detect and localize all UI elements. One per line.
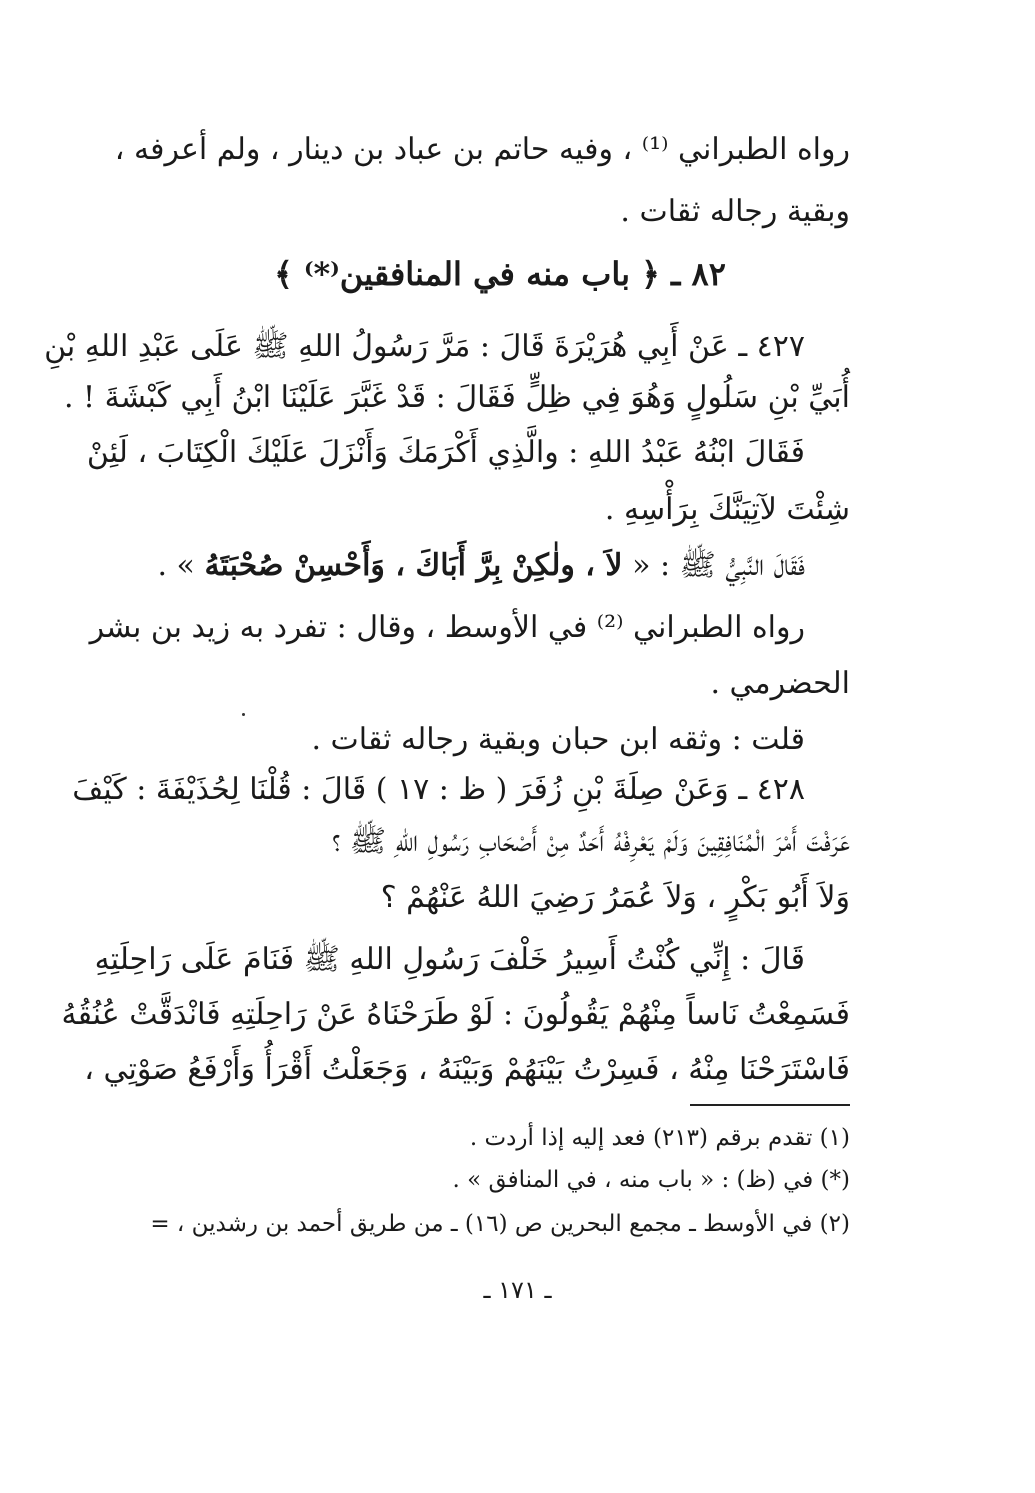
text-line: قلت : وثقه ابن حبان وبقية رجاله ثقات . [311,722,805,757]
text-line: عَرَفْتَ أَمْرَ الْمُنَافِقِينَ وَلَمْ يَعْرِفْهُ أَحَدٌ مِنْ أَصْحَابِ رَسُولِ اللهِ ﷺ ؟ [332,824,850,859]
text-line: فَسَمِعْتُ نَاساً مِنْهُمْ يَقُولُونَ : لَوْ طَرَحْنَاهُ عَنْ رَاحِلَتِهِ فَانْدَقَّتْ عُنُقُهُ [61,997,850,1032]
footnote-1: (١) تقدم برقم (٢١٣) فعد إليه إذا أردت . [469,1125,850,1151]
text-line: قَالَ : إِنِّي كُنْتُ أَسِيرُ خَلْفَ رَسُولِ اللهِ ﷺ فَنَامَ عَلَى رَاحِلَتِهِ [94,942,805,977]
text-line: شِئْتَ لآتِيَنَّكَ بِرَأْسِهِ . [604,492,850,527]
hadith-428-line: ٤٢٨ ـ وَعَنْ صِلَةَ بْنِ زُفَرَ ( ظ : ١٧ ) قَالَ : قُلْنَا لِحُذَيْفَةَ : كَيْفَ [72,772,805,807]
text-segment: فَقَالَ النَّبِيُّ ﷺ : « [622,548,805,583]
text-line: فَاسْتَرَحْنَا مِنْهُ ، فَسِرْتُ بَيْنَهُمْ وَبَيْنَهُ ، وَجَعَلْتُ أَقْرَأُ وَأَرْفَعُ صَوْتِي ، [84,1052,850,1087]
print-speck [242,713,245,716]
hadith-427-line: ٤٢٧ ـ عَنْ أَبِي هُرَيْرَةَ قَالَ : مَرَّ رَسُولُ اللهِ ﷺ عَلَى عَبْدِ اللهِ بْنِ [44,329,805,364]
text-line: الحضرمي . [710,666,850,701]
text-line: وبقية رجاله ثقات . [620,194,850,229]
page-number: ـ ١٧١ ـ [483,1276,552,1304]
prophet-saying-line [150,546,850,586]
footnote-divider [690,1104,850,1106]
text-line: رواه الطبراني ⁽²⁾ في الأوسط ، وقال : تفرد به زيد بن بشر [89,610,805,645]
text-segment: » . [157,548,205,583]
footnote-star: (*) في (ظ) : « باب منه ، في المنافق » . [452,1167,850,1193]
text-line: أُبَيِّ بْنِ سَلُولٍ وَهُوَ فِي ظِلٍّ فَقَالَ : قَدْ غَبَّرَ عَلَيْنَا ابْنُ أَبِي كَبْشَةَ ! . [63,380,850,415]
text-line: وَلاَ أَبُو بَكْرٍ ، وَلاَ عُمَرُ رَضِيَ اللهُ عَنْهُمْ ؟ [380,880,850,915]
section-heading: ٨٢ ـ ﴿ باب منه في المنافقين⁽*⁾ ﴾ [274,255,726,293]
text-line: رواه الطبراني ⁽¹⁾ ، وفيه حاتم بن عباد بن دينار ، ولم أعرفه ، [114,132,850,167]
text-line: فَقَالَ ابْنُهُ عَبْدُ اللهِ : والَّذِي أَكْرَمَكَ وَأَنْزَلَ عَلَيْكَ الْكِتَابَ ، لَئِنْ [86,435,805,470]
footnote-2: (٢) في الأوسط ـ مجمع البحرين ص (١٦) ـ من طريق أحمد بن رشدين ، = [150,1211,850,1237]
prophet-saying-text: لاَ ، ولٰكِنْ بِرَّ أَبَاكَ ، وَأَحْسِنْ صُحْبَتَهُ [204,548,623,583]
